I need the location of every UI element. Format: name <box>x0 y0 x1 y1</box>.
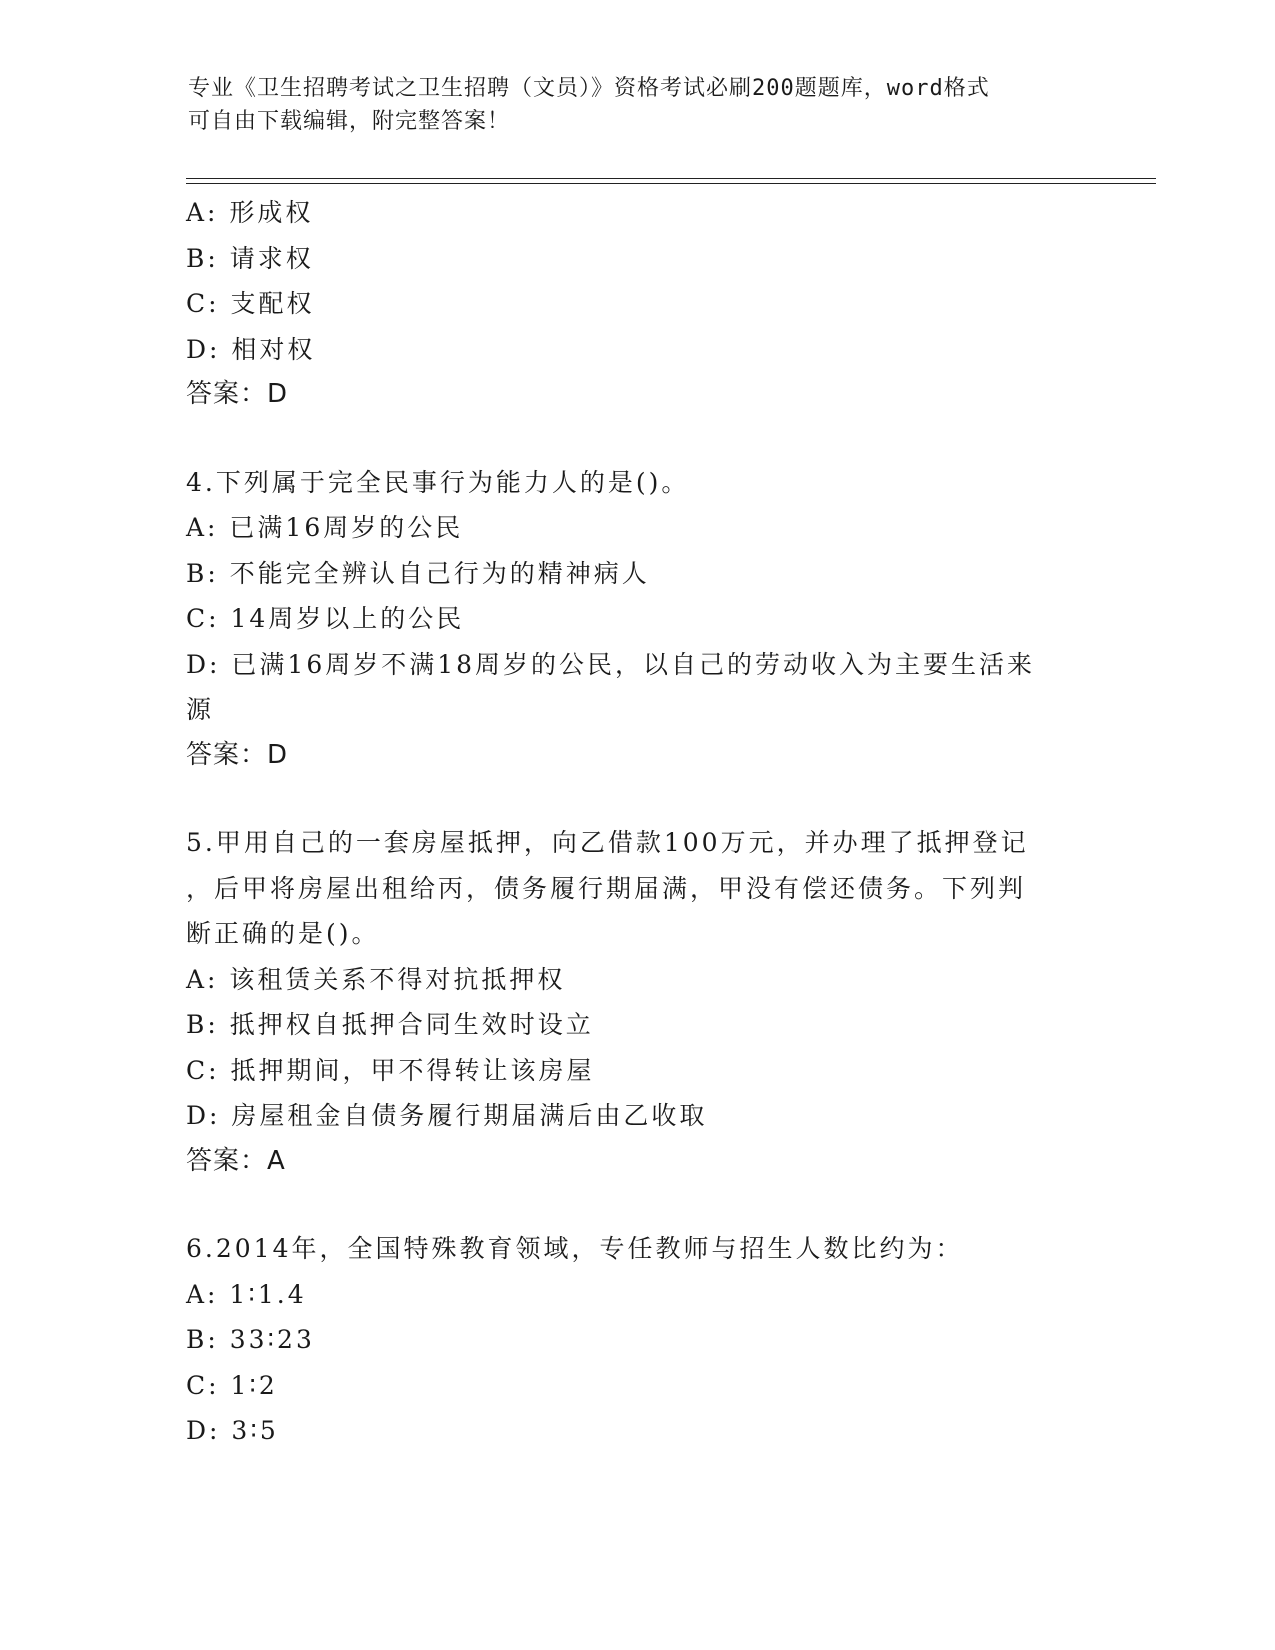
option-c: C: 支配权 <box>186 289 315 318</box>
option-a: A: 已满16周岁的公民 <box>186 513 464 542</box>
option-d-continued: 源 <box>186 695 215 724</box>
question-stem-line-1: 5.甲用自己的一套房屋抵押，向乙借款100万元，并办理了抵押登记 <box>186 828 1029 857</box>
option-c: C: 抵押期间，甲不得转让该房屋 <box>186 1055 595 1085</box>
answer: 答案：D <box>186 739 289 770</box>
option-a: A: 1∶1.4 <box>186 1279 307 1309</box>
option-b: B: 抵押权自抵押合同生效时设立 <box>186 1010 594 1039</box>
question-6 <box>186 1226 1086 1454</box>
question-stem-line-3: 断正确的是()。 <box>186 919 380 948</box>
option-d: D: 3∶5 <box>186 1416 279 1445</box>
header-title-line-1: 专业《卫生招聘考试之卫生招聘（文员）》资格考试必刷200题题库，word格式 <box>188 76 990 101</box>
option-d: D: 相对权 <box>186 334 316 364</box>
option-c: C: 14周岁以上的公民 <box>186 604 465 633</box>
option-a: A: 该租赁关系不得对抗抵押权 <box>186 964 566 994</box>
option-a: A: 形成权 <box>186 198 314 227</box>
document-header <box>188 72 1068 138</box>
question-spacer <box>186 1184 1086 1226</box>
question-stem: 6.2014年，全国特殊教育领域，专任教师与招生人数比约为： <box>186 1234 964 1263</box>
question-spacer <box>186 778 1086 820</box>
answer: 答案：D <box>186 379 289 409</box>
option-d: D: 房屋租金自债务履行期届满后由乙收取 <box>186 1101 708 1130</box>
question-stem: 4.下列属于完全民事行为能力人的是()。 <box>186 467 690 497</box>
question-list <box>186 190 1086 1454</box>
question-3 <box>186 190 1086 418</box>
option-b: B: 33∶23 <box>186 1325 315 1354</box>
option-c: C: 1∶2 <box>186 1370 278 1400</box>
option-d: D: 已满16周岁不满18周岁的公民，以自己的劳动收入为主要生活来 <box>186 649 1036 679</box>
answer: 答案：A <box>186 1145 286 1176</box>
question-stem-line-2: ，后甲将房屋出租给丙，债务履行期届满，甲没有偿还债务。下列判 <box>186 873 1027 903</box>
option-b: B: 不能完全辨认自己行为的精神病人 <box>186 558 650 588</box>
option-b: B: 请求权 <box>186 243 314 273</box>
header-divider <box>186 178 1156 184</box>
question-4 <box>186 460 1086 779</box>
question-spacer <box>186 418 1086 460</box>
question-5 <box>186 820 1086 1184</box>
header-title-line-2: 可自由下载编辑，附完整答案！ <box>188 109 511 134</box>
